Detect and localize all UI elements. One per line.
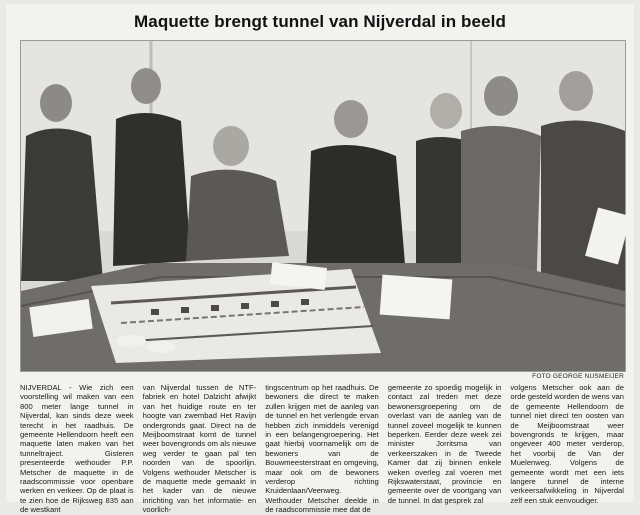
article-column-4: gemeente zo spoedig mogelijk in contact zal treden met deze bewonersgroepering om de overlast van de aanleg van de tunnel zoveel mogelijk te kunnen beperken. Eerder deze week zei minister Jorritsma van verkeerszaken in de Tweede Kamer dat zij binnen enkele weken overleg zal voeren met Rijkswaterstaat, provincie en gemeente over de voortgang van de tunnel. In dat gesprek zal <box>387 383 502 505</box>
article-column-3: tingscentrum op het raadhuis. De bewoners die direct te maken zullen krijgen met de aanleg van de tunnel en het verlengde ervan hebben zich inmiddels verenigd in een belangengroepering. Het gaat hierbij voornamelijk om de bewoners van de Bouwmeesterstraat en omgeving, maar ook om de bewoners verderop richting Kruidenlaan/Veenweg. Wethouder Metscher deelde in de raadscommissie mee dat de <box>265 383 379 515</box>
article-column-2: van Nijverdal tussen de NTF-fabriek en hotel Dalzicht afwijkt van het huidige route en ter hoogte van zwembad Het Ravijn ondergronds gaat. Direct na de Meijboomstraat komt de tunnel weer bovengronds om als nieuwe weg verder te gaan pal ten noorden van de spoorlijn. Volgens wethouder Metscher is de maquette mede gemaakt in het kader van de nieuwe inrichting van het informatie- en voorlich- <box>142 383 257 515</box>
article-body <box>20 383 624 515</box>
article-column-1: NIJVERDAL - Wie zich een voorstelling wil maken van een 800 meter lange tunnel in Nijverdal, kan sinds deze week terecht in het raadhuis. De gemeente Hellendoorn heeft een maquette laten maken van het tunneltraject. Gisteren presenteerde wethouder P.P. Metscher de maquette in de raadscommissie voor openbare werken en verkeer. Op de plaat is te zien hoe de Rijksweg 835 aan de westkant <box>20 383 134 515</box>
photo-credit: FOTO GEORGE NUSMEIJER <box>532 373 624 380</box>
news-photo <box>20 40 626 372</box>
headline: Maquette brengt tunnel van Nijverdal in beeld <box>134 12 506 31</box>
newspaper-clipping <box>6 4 634 515</box>
article-column-5: volgens Metscher ook aan de orde gesteld worden de wens van de gemeente Hellendoorn de tunnel niet direct ten oosten van de Meijboomstraat weer bovengronds te krijgen, maar ongeveer 400 meter verderop, het voorbij de Van der Muelenweg. Volgens de gemeente wordt met een iets langere tunnel de interne verkeersafwikkeling in Nijverdal zelf een stuk eenvoudiger. <box>510 383 624 505</box>
photo-illustration <box>21 41 625 371</box>
